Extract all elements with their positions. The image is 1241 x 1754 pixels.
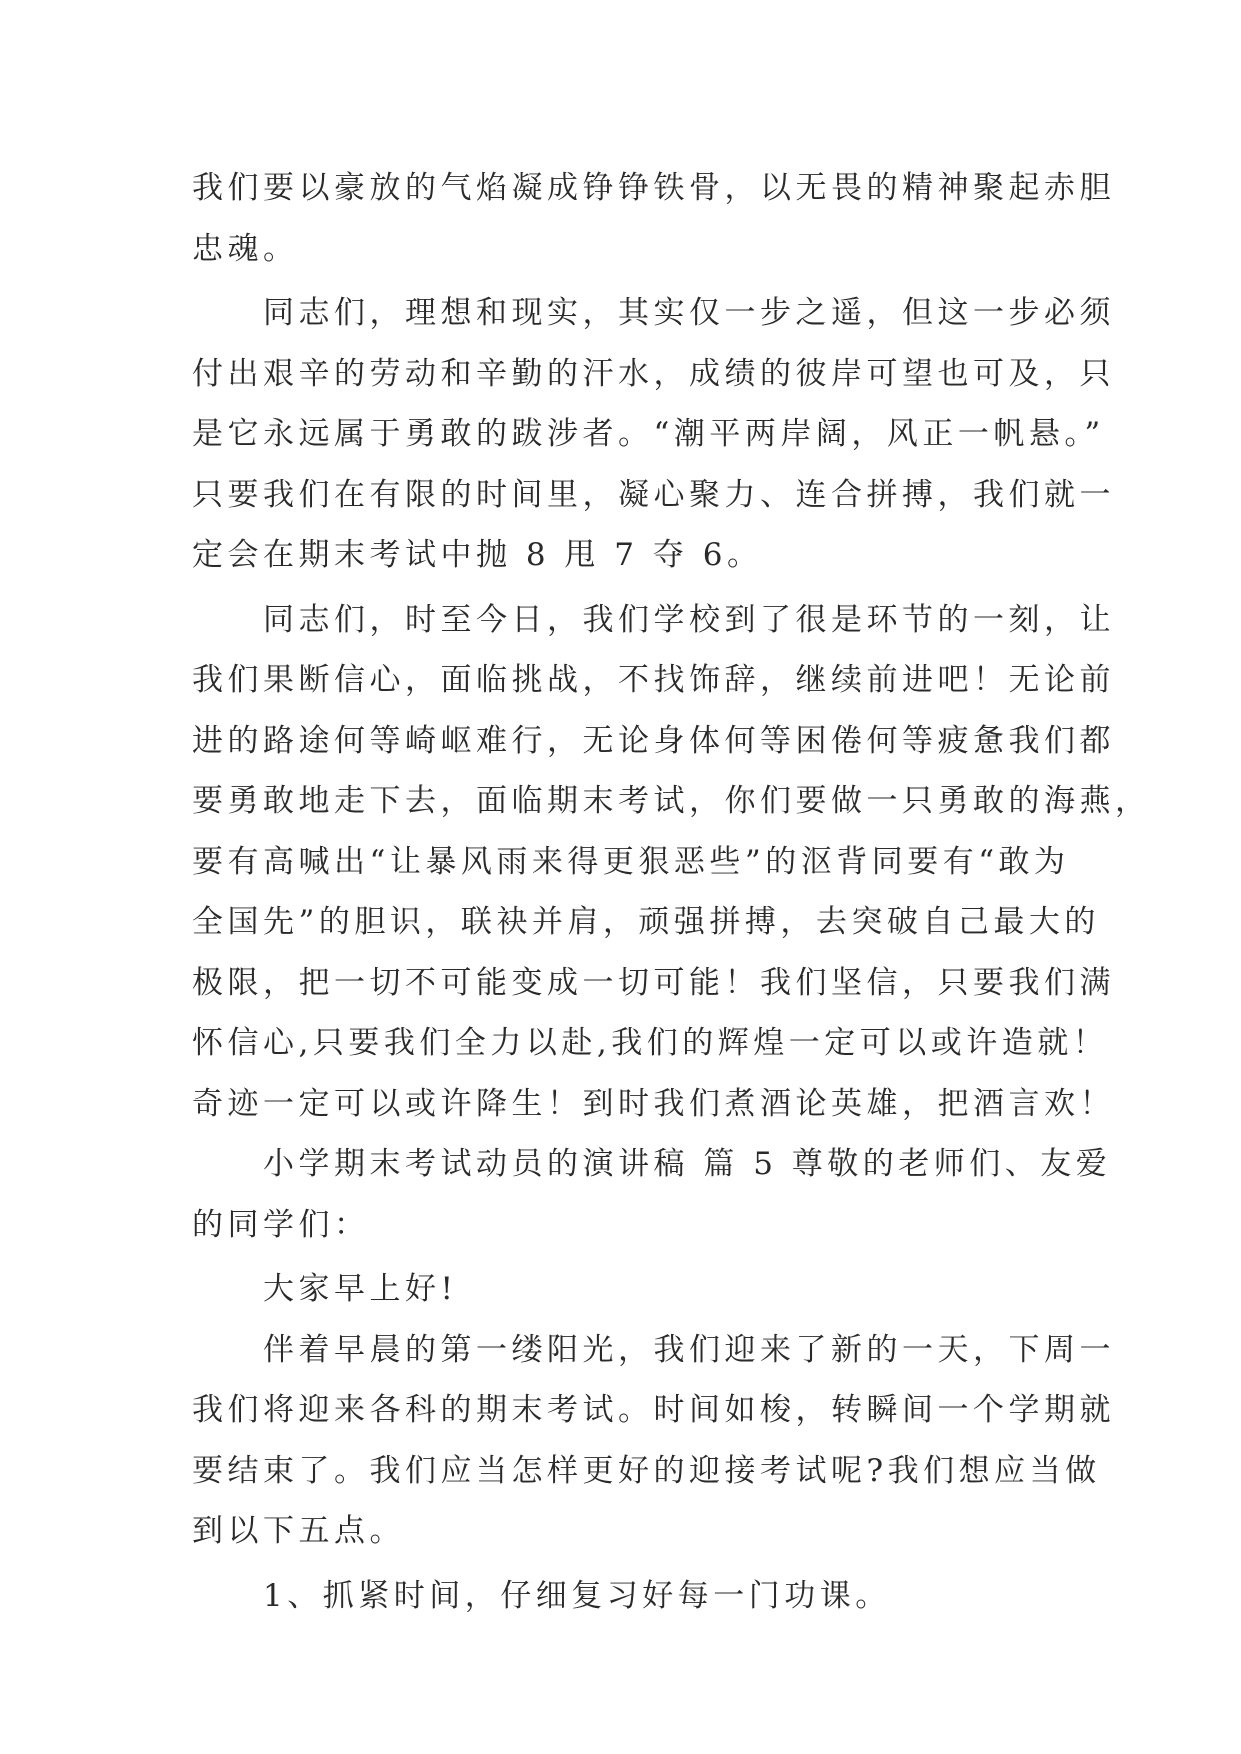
paragraph-start-line: 同志们，理想和现实，其实仅一步之遥，但这一步必须 bbox=[192, 295, 1115, 331]
text-line: 怀信心,只要我们全力以赴,我们的辉煌一定可以或许造就！ bbox=[192, 1025, 1109, 1061]
paragraph-start-line: 同志们，时至今日，我们学校到了很是环节的一刻，让 bbox=[192, 601, 1115, 638]
text-line: 极限，把一切不可能变成一切可能！我们坚信，只要我们满 bbox=[192, 964, 1115, 1001]
greeting-line: 大家早上好! bbox=[192, 1271, 458, 1307]
text-line: 到以下五点。 bbox=[192, 1513, 405, 1549]
text-line: 忠魂。 bbox=[192, 230, 299, 267]
document-body bbox=[192, 158, 1151, 1626]
text-line: 定会在期末考试中抛 8 甩 7 夺 6。 bbox=[192, 537, 763, 573]
list-item-line: 1、抓紧时间，仔细复习好每一门功课。 bbox=[192, 1577, 891, 1614]
text-line: 我们要以豪放的气焰凝成铮铮铁骨，以无畏的精神聚起赤胆 bbox=[192, 170, 1115, 206]
text-line: 进的路途何等崎岖难行，无论身体何等困倦何等疲惫我们都 bbox=[192, 722, 1115, 759]
text-line: 我们果断信心，面临挑战，不找饰辞，继续前进吧！无论前 bbox=[192, 662, 1115, 698]
paragraph-start-line: 伴着早晨的第一缕阳光，我们迎来了新的一天，下周一 bbox=[192, 1331, 1115, 1368]
text-line: 只要我们在有限的时间里，凝心聚力、连合拼搏，我们就一 bbox=[192, 476, 1115, 513]
text-line: 付出艰辛的劳动和辛勤的汗水，成绩的彼岸可望也可及，只 bbox=[192, 355, 1115, 392]
text-line: 奇迹一定可以或许降生！到时我们煮酒论英雄，把酒言欢！ bbox=[192, 1085, 1115, 1122]
section-heading-line: 小学期末考试动员的演讲稿 篇 5 尊敬的老师们、友爱 bbox=[192, 1146, 1112, 1182]
text-line: 的同学们： bbox=[192, 1206, 370, 1243]
text-line: 是它永远属于勇敢的跋涉者。“潮平两岸阔，风正一帆悬。” bbox=[192, 416, 1105, 452]
text-line: 要结束了。我们应当怎样更好的迎接考试呢?我们想应当做 bbox=[192, 1452, 1101, 1489]
text-line: 要有高喊出“让暴风雨来得更狠恶些”的沤背同要有“敢为 bbox=[192, 843, 1070, 880]
text-line: 我们将迎来各科的期末考试。时间如梭，转瞬间一个学期就 bbox=[192, 1392, 1115, 1428]
text-line: 要勇敢地走下去，面临期末考试，你们要做一只勇敢的海燕， bbox=[192, 783, 1151, 819]
text-line: 全国先”的胆识，联袂并肩，顽强拼搏，去突破自己最大的 bbox=[192, 904, 1100, 940]
